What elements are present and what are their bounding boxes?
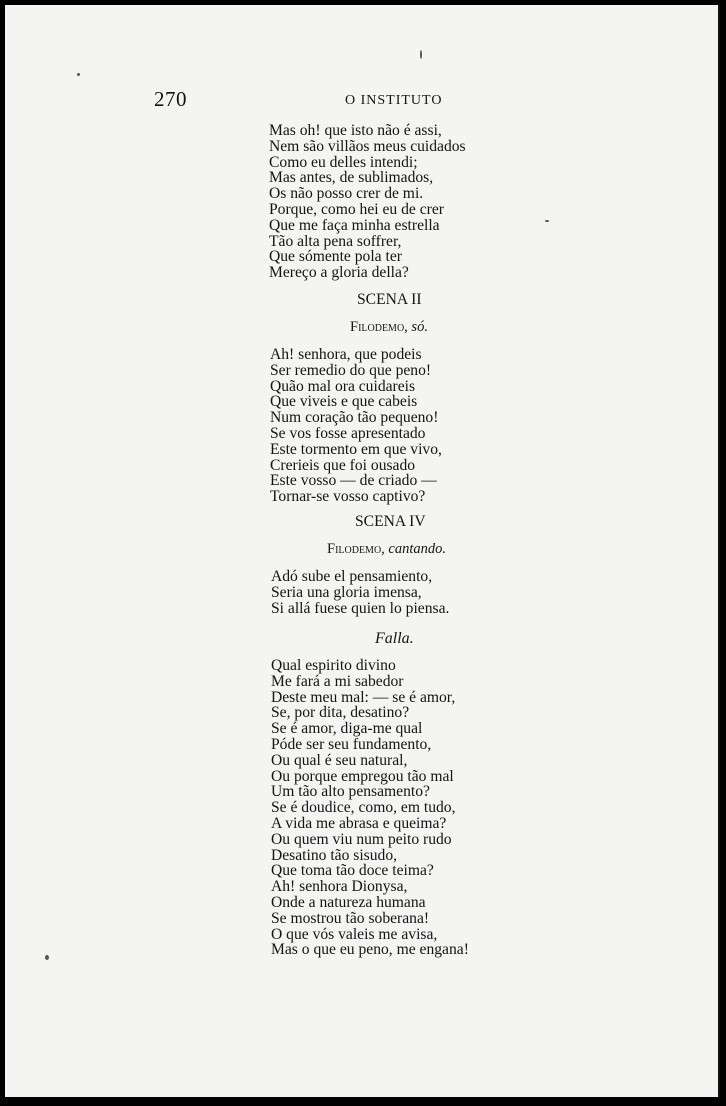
verse-line: Quão mal ora cuidareis	[270, 377, 416, 395]
verse-line: Se mostrou tão soberana!	[271, 909, 430, 927]
verse-line: Porque, como hei eu de crer	[269, 200, 444, 218]
verse-line: Ser remedio do que peno!	[270, 361, 432, 379]
verse-line: Seria una gloria imensa,	[271, 583, 422, 601]
verse-line: Tão alta pena soffrer,	[269, 232, 402, 250]
verse-line: Se é amor, diga-me qual	[271, 720, 423, 738]
verse-line: Ou qual é seu natural,	[271, 751, 408, 769]
scene-heading-4: SCENA IV	[355, 513, 426, 530]
verse-stanza-1	[269, 123, 466, 281]
falla-heading: Falla.	[375, 630, 414, 647]
stage-direction-4	[327, 541, 446, 558]
verse-line: Si allá fuese quien lo piensa.	[271, 599, 450, 617]
scene-heading-2: SCENA II	[357, 291, 422, 308]
running-header	[5, 87, 718, 115]
paper-speck	[45, 955, 49, 960]
verse-line: Mas oh! que isto não é assi,	[269, 122, 442, 139]
speaker-name: Filodemo,	[327, 541, 385, 557]
direction-text: cantando.	[388, 541, 447, 557]
verse-line: Que me faça minha estrella	[269, 216, 440, 234]
verse-line: Onde a natureza humana	[271, 893, 426, 911]
verse-line: Ou quem viu num peito rudo	[271, 830, 452, 848]
verse-line: Que viveis e que cabeis	[270, 393, 418, 411]
verse-line: Póde ser seu fundamento,	[271, 735, 432, 753]
verse-line: Ah! senhora, que podeis	[270, 346, 422, 363]
verse-line: Deste meu mal: — se é amor,	[271, 688, 456, 706]
verse-line: Crerieis que foi ousado	[270, 456, 416, 474]
verse-line: Mas antes, de sublimados,	[269, 169, 434, 187]
book-page	[5, 5, 720, 1097]
verse-stanza-3	[271, 569, 449, 616]
paper-speck	[77, 73, 80, 76]
verse-line: Se vos fosse apresentado	[270, 424, 426, 442]
verse-line: Ah! senhora Dionysa,	[271, 878, 408, 896]
verse-line: Os não posso crer de mi.	[269, 185, 424, 203]
verse-stanza-2	[270, 347, 442, 505]
verse-line: Que sómente pola ter	[269, 248, 402, 266]
stage-direction-2	[350, 319, 428, 336]
verse-line: Que toma tão doce teima?	[271, 862, 434, 880]
verse-line: Este tormento em que vivo,	[270, 440, 442, 458]
speaker-name: Filodemo,	[350, 319, 408, 335]
verse-line: Ou porque empregou tão mal	[271, 767, 454, 785]
verse-line: Adó sube el pensamiento,	[271, 568, 433, 585]
verse-line: Tornar-se vosso captivo?	[270, 488, 426, 506]
verse-line: Mereço a gloria della?	[269, 264, 409, 282]
verse-line: Me fará a mi sabedor	[271, 672, 404, 690]
running-title: O INSTITUTO	[345, 93, 443, 108]
verse-line: Um tão alto pensamento?	[271, 783, 430, 801]
verse-line: Desatino tão sisudo,	[271, 846, 398, 864]
paper-speck	[545, 220, 549, 222]
verse-stanza-4	[271, 658, 469, 958]
verse-line: Este vosso — de criado —	[270, 472, 437, 490]
verse-line: Como eu delles intendi;	[269, 153, 418, 171]
verse-line: Qual espirito divino	[271, 657, 396, 674]
page-number: 270	[154, 87, 187, 111]
verse-line: Nem são villãos meus cuidados	[269, 137, 466, 155]
verse-line: Se é doudice, como, em tudo,	[271, 799, 456, 817]
verse-line: Mas o que eu peno, me engana!	[271, 941, 469, 959]
verse-line: A vida me abrasa e queima?	[271, 814, 447, 832]
paper-speck	[420, 50, 422, 59]
verse-line: O que vós valeis me avisa,	[271, 925, 438, 943]
verse-line: Num coração tão pequeno!	[270, 409, 439, 427]
direction-text: só.	[411, 319, 428, 335]
verse-line: Se, por dita, desatino?	[271, 704, 410, 722]
